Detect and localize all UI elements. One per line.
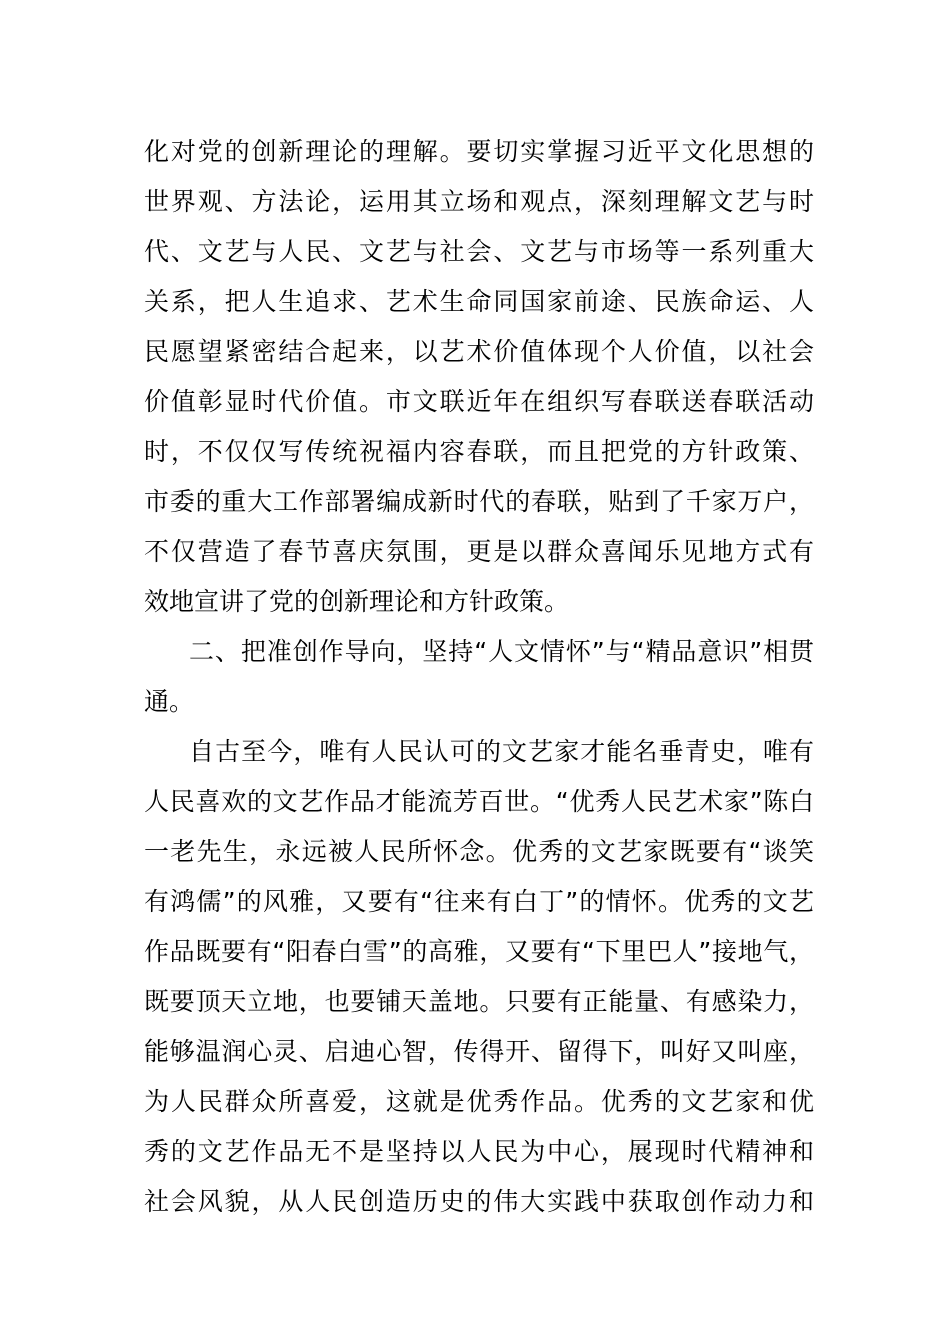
text-line: 化对党的创新理论的理解。要切实掌握习近平文化思想的 (144, 137, 814, 166)
body-text (144, 127, 814, 1227)
text-line: 世界观、方法论，运用其立场和观点，深刻理解文艺与时 (144, 187, 814, 216)
text-line: 代、文艺与人民、文艺与社会、文艺与市场等一系列重大 (144, 237, 814, 266)
text-line: 关系，把人生追求、艺术生命同国家前途、民族命运、人 (144, 287, 814, 316)
text-line: 自古至今，唯有人民认可的文艺家才能名垂青史，唯有 (189, 737, 814, 766)
section-heading-end: 通。 (144, 687, 195, 716)
text-line: 能够温润心灵、启迪心智，传得开、留得下，叫好又叫座， (144, 1037, 814, 1066)
text-line: 秀的文艺作品无不是坚持以人民为中心，展现时代精神和 (144, 1137, 814, 1166)
text-line: 有鸿儒”的风雅，又要有“往来有白丁”的情怀。优秀的文艺 (144, 887, 814, 916)
text-line: 人民喜欢的文艺作品才能流芳百世。“优秀人民艺术家”陈白 (144, 787, 814, 816)
text-line: 价值彰显时代价值。市文联近年在组织写春联送春联活动 (144, 387, 814, 416)
text-line: 市委的重大工作部署编成新时代的春联，贴到了千家万户， (144, 487, 814, 516)
text-line: 不仅营造了春节喜庆氛围，更是以群众喜闻乐见地方式有 (144, 537, 814, 566)
text-line: 一老先生，永远被人民所怀念。优秀的文艺家既要有“谈笑 (144, 837, 814, 866)
text-line: 为人民群众所喜爱，这就是优秀作品。优秀的文艺家和优 (144, 1087, 814, 1116)
text-line: 作品既要有“阳春白雪”的高雅，又要有“下里巴人”接地气， (144, 937, 814, 966)
text-line: 社会风貌，从人民创造历史的伟大实践中获取创作动力和 (144, 1187, 814, 1216)
section-heading: 二、把准创作导向，坚持“人文情怀”与“精品意识”相贯 (189, 637, 814, 666)
text-line: 时，不仅仅写传统祝福内容春联，而且把党的方针政策、 (144, 437, 814, 466)
text-line: 效地宣讲了党的创新理论和方针政策。 (144, 587, 570, 616)
text-line: 民愿望紧密结合起来，以艺术价值体现个人价值，以社会 (144, 337, 814, 366)
text-line: 既要顶天立地，也要铺天盖地。只要有正能量、有感染力， (144, 987, 814, 1016)
